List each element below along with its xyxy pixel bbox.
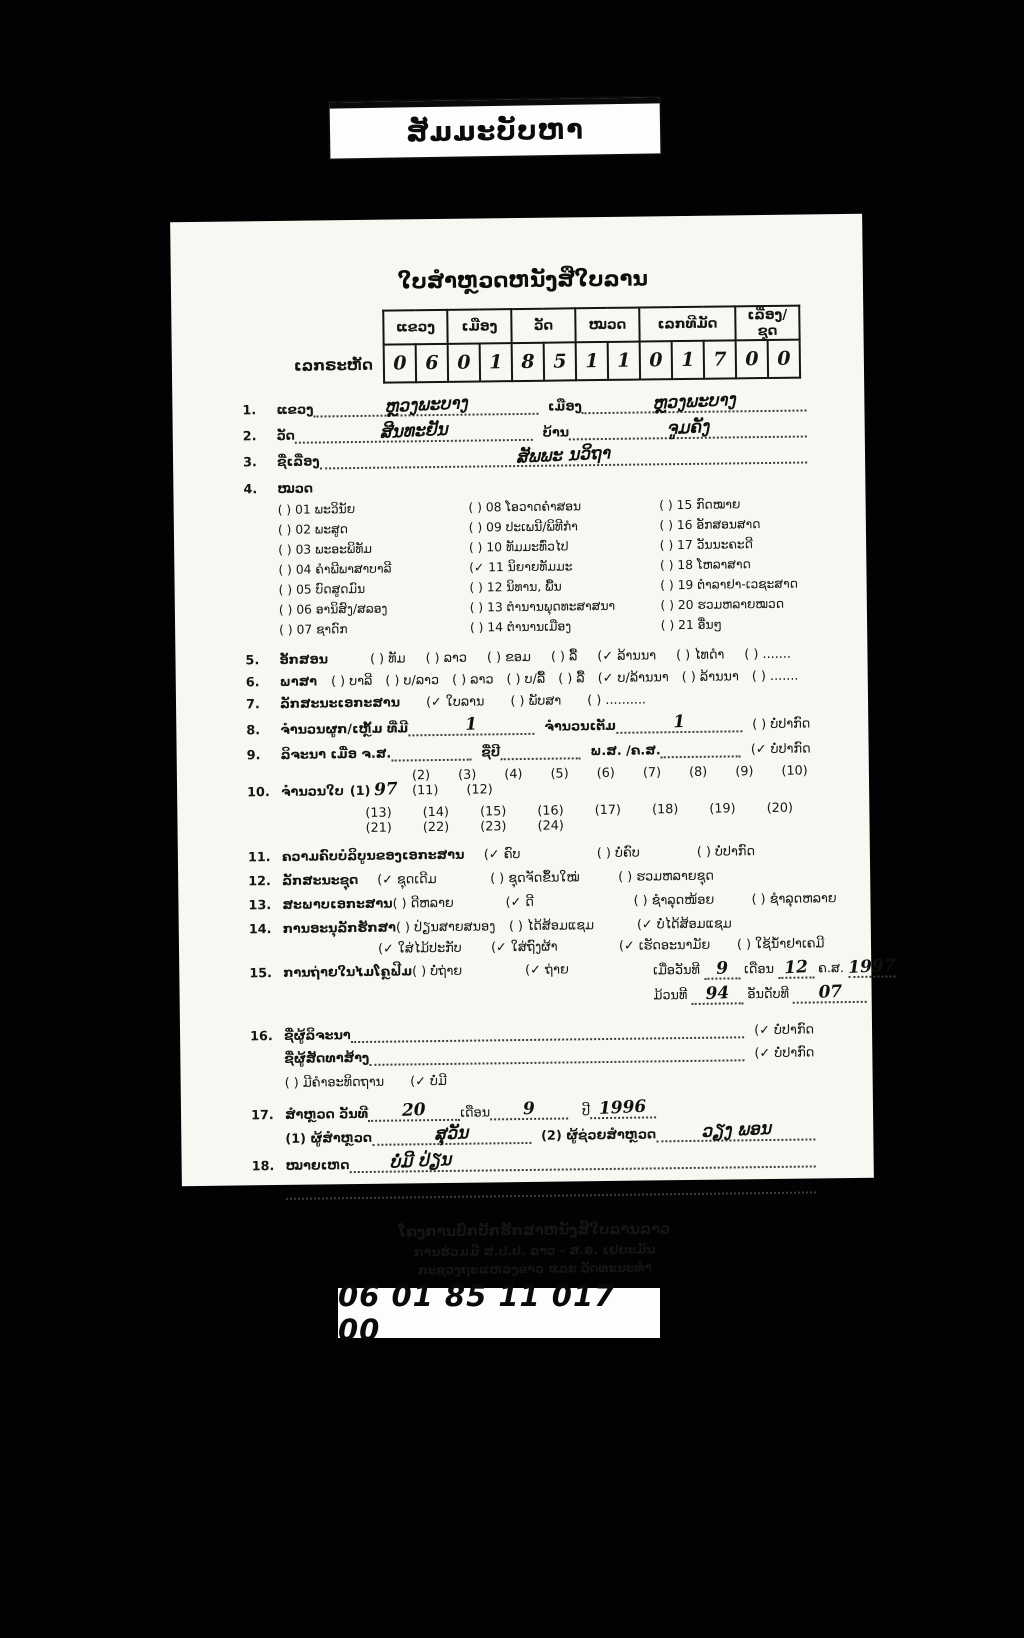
item-number: 4. — [243, 482, 258, 498]
reel-field — [691, 985, 743, 1005]
spacer — [283, 957, 378, 958]
item-number: 10. — [247, 785, 270, 801]
bottom-code: 06 01 85 11 017 00 — [338, 1279, 616, 1347]
village-value: ຈູມຄັງ — [666, 416, 710, 439]
field-preservation-row2 — [283, 936, 825, 957]
condition-label: ສະພາບເອກະສານ — [282, 896, 393, 913]
category-option: ( ) 04 ຄຳພີພາສາບາລີ — [278, 561, 392, 577]
leaf-slots-row2: (13) (14) (15) (16) (17) (18) (19) (20) (21) (22) (23) (24) — [365, 800, 794, 836]
field-dedication — [285, 1069, 815, 1090]
field-author-name — [250, 1019, 814, 1044]
survey-month-field — [490, 1100, 568, 1120]
dedication-option: ( ) ມີຄຳອະທິດຖານ — [284, 1074, 385, 1091]
category-option: ( ) 19 ຕຳລາຢາ-ເວຊະສາດ — [660, 576, 798, 593]
item-number: 2. — [242, 429, 257, 445]
district-value: ຫຼວງພະບາງ — [652, 389, 737, 414]
code-digit: 0 — [768, 340, 800, 378]
footer-program-name: ໂຄງການປົກປັກຮັກສາຫນັງສືໃບລານລາວ — [398, 1221, 671, 1241]
condition-option-checked: (✓ ດີ — [505, 894, 535, 911]
banner — [330, 97, 661, 158]
category-option: ( ) 06 ອານິສົງ/ສລອງ — [278, 601, 388, 617]
survey-year: 1996 — [598, 1096, 648, 1119]
written-era-field — [391, 743, 471, 762]
code-digit: 1 — [576, 342, 608, 380]
assistant-surveyor-field — [656, 1118, 815, 1143]
code-table-label: ເລກຣະຫັດ — [293, 355, 374, 375]
col-temple: ວັດ — [511, 308, 575, 343]
document-type-option: ( ) ພັບສາ — [510, 693, 562, 710]
form-paper — [170, 214, 896, 1278]
leaf-count-value: 97 — [373, 779, 399, 801]
language-option: ( ) ລາວ — [452, 672, 494, 688]
written-era-label: ລິຈະນາ ເມື່ອ ຈ.ສ. — [280, 746, 392, 763]
set-type-label: ລັກສະນະຊຸດ — [282, 873, 359, 889]
form-footer — [252, 1219, 817, 1279]
microfilm-day: 9 — [715, 958, 729, 979]
microfilm-year-field — [847, 955, 896, 978]
fascicle-have-label: ຈຳນວນຜູກ/ເຫຼັ້ມ ທີ່ມີ — [280, 721, 409, 738]
form-title: ໃບສໍາຫຼວດຫນັງສືໃບລານ — [397, 266, 649, 294]
banner-title: ສັມມະບັບຫາ — [405, 114, 585, 148]
field-sponsor-name — [284, 1042, 814, 1066]
assistant-surveyor-name: ວຽງ ພອນ — [700, 1118, 771, 1143]
category-option: ( ) 01 ພະວິນັຍ — [277, 502, 356, 517]
item-number: 16. — [250, 1029, 273, 1045]
microfilm-date-label: ເມື່ອວັນທີ — [653, 962, 701, 979]
item-number: 18. — [251, 1159, 275, 1175]
item-number: 15. — [249, 966, 273, 982]
microfilm-reel-row — [653, 983, 896, 1005]
preservation-option-checked: (✓ ເຮັດອະນາມັຍ — [618, 937, 711, 954]
field-script — [245, 646, 809, 668]
story-title-field — [319, 445, 807, 470]
category-section-label: ໝວດ — [277, 481, 314, 497]
field-set-type — [248, 867, 812, 889]
author-not-found-option-checked: (✓ ບໍ່ປາກົດ — [754, 1022, 815, 1039]
category-option: ( ) 07 ຊາດົກ — [279, 622, 348, 637]
survey-year-label: ປີ — [582, 1104, 591, 1120]
code-digit: 1 — [480, 343, 512, 381]
code-digit: 7 — [704, 340, 736, 378]
code-table-header-row — [383, 306, 799, 345]
author-name-field — [351, 1020, 745, 1043]
language-option: ( ) ລື້ — [558, 671, 585, 687]
item-number: 8. — [246, 723, 261, 739]
code-table-section — [293, 305, 806, 385]
order-number: 07 — [817, 981, 843, 1003]
col-bundle-number: ເລກທີມັດ — [639, 306, 735, 341]
script-option: ( ) ທັມ — [369, 651, 406, 667]
col-story-set: ເລື່ອງ/ຊຸດ — [735, 306, 799, 341]
remarks-value: ບໍ່ມີ ປ່ຽນ — [389, 1149, 452, 1173]
item-number: 12. — [248, 874, 271, 890]
footer-ministry: ກະຊວງຖະແຫລງຂ່າວ ແລະ ວັດທະນະທຳ — [417, 1260, 653, 1278]
field-document-type — [246, 690, 810, 712]
leaf-slots-row1: (2) (3) (4) (5) (6) (7) (8) (9) (10) (11) (12) — [411, 763, 808, 799]
temple-label: ວັດ — [276, 428, 296, 444]
buddhist-era-label: ພ.ສ. /ຄ.ສ. — [590, 743, 661, 760]
province-field — [313, 393, 538, 418]
survey-month-label: ເດືອນ — [460, 1105, 491, 1121]
language-option: ( ) ບາລີ — [330, 673, 373, 690]
category-option: ( ) 10 ທັມມະທົ່ວໄປ — [468, 539, 569, 555]
microfilm-month-field — [778, 959, 814, 978]
preservation-label: ການອະນຸລັກຮັກສາ — [282, 920, 397, 937]
microfilm-era-label: ຄ.ສ. — [818, 961, 845, 977]
microfilm-details — [653, 955, 896, 1011]
order-label: ອັນດັບທີ — [747, 986, 790, 1003]
set-type-option-checked: (✓ ຊຸດເດີມ — [377, 872, 437, 888]
preservation-option-checked: (✓ ບໍ່ໄດ້ສ້ອມແຊມ — [636, 916, 732, 933]
category-column-1 — [278, 501, 470, 643]
code-digit: 0 — [448, 343, 480, 381]
form-items — [242, 389, 896, 1201]
col-province: ແຂວງ — [383, 310, 447, 345]
assistant-surveyor-label: (2) ຜູ້ຊ່ວຍສຳຫຼວດ — [541, 1127, 657, 1144]
reel-label: ມ້ວນທີ — [653, 988, 688, 1004]
field-surveyors — [285, 1118, 815, 1147]
item-number: 9. — [246, 748, 261, 764]
story-title-value: ສັພພະ ນວິຖາ — [515, 443, 611, 468]
village-field — [569, 416, 807, 441]
footer-cooperation: ການຮ່ວມມື ສ.ປ.ປ. ລາວ - ສ.ຣ. ເຢຍະມັນ — [414, 1242, 656, 1260]
category-column-2 — [468, 498, 660, 640]
category-option: ( ) 21 ອື່ນໆ — [660, 617, 722, 633]
category-option: ( ) 16 ອັກສອນສາດ — [659, 517, 761, 533]
script-option-checked: (✓ ລ້ານນາ — [597, 648, 657, 665]
fascicle-not-found-option: ( ) ບໍ່ປາກົດ — [752, 716, 811, 733]
code-digit: 5 — [544, 342, 576, 380]
survey-year-field — [590, 1096, 656, 1119]
condition-option: ( ) ຊຳລຸດໜ້ອຍ — [633, 892, 715, 909]
category-option: ( ) 09 ປະເພນີ/ພິທີກຳ — [468, 519, 578, 535]
script-option: ( ) ຂອມ — [486, 649, 532, 666]
preservation-option-checked: (✓ ໃສ່ໄມ້ປະກັບ — [377, 940, 462, 957]
leaf-slot-1: (1) — [349, 783, 371, 800]
code-table-digit-row — [384, 340, 800, 383]
fascicle-full-label: ຈຳນວນເຕັມ — [544, 718, 616, 735]
microfilm-date-row — [653, 955, 896, 980]
category-option: ( ) 02 ພະສູດ — [277, 522, 349, 537]
category-option-checked: (✓ 11 ນິຍາຍທັມມະ — [469, 559, 573, 575]
document-type-option-checked: (✓ ໃບລານ — [425, 694, 485, 711]
temple-value: ສີນທະຢັນ — [379, 419, 449, 443]
preservation-option: ( ) ປ່ຽນສາຍສນອງ — [395, 919, 496, 936]
fascicle-full-field — [616, 713, 743, 734]
sponsor-name-field — [369, 1043, 744, 1066]
category-option: ( ) 18 ໂຫລາສາດ — [659, 557, 751, 573]
item-number: 6. — [245, 675, 260, 691]
completeness-option: ( ) ບໍ່ປາກົດ — [696, 844, 756, 860]
field-remarks — [252, 1148, 816, 1174]
district-field — [582, 389, 807, 415]
district-label: ເມືອງ — [547, 399, 582, 415]
code-digit: 1 — [608, 342, 640, 380]
language-option: ( ) ....... — [751, 668, 799, 685]
field-date-written — [247, 738, 811, 763]
field-temple-village — [242, 416, 807, 445]
remarks-field-line2 — [286, 1176, 816, 1199]
completeness-label: ຄວາມຄົບບໍລິບູນຂອງເອກະສານ — [281, 847, 465, 865]
sponsor-not-found-option-checked: (✓ ບໍ່ປາກົດ — [754, 1045, 815, 1062]
item-number: 1. — [242, 403, 257, 419]
category-option: ( ) 17 ວັນນະຄະດີ — [659, 537, 753, 553]
item-number: 11. — [247, 850, 271, 866]
set-type-option: ( ) ຊຸດຈັດຂຶ້ນໃໝ່ — [490, 870, 580, 887]
condition-option: ( ) ດີຫລາຍ — [392, 895, 454, 912]
surveyor-label: (1) ຜູ້ສຳຫຼວດ — [285, 1130, 373, 1147]
microfilm-month-label: ເດືອນ — [743, 961, 775, 978]
category-option: ( ) 03 ພະອະພິທັມ — [278, 541, 373, 557]
surveyor-name: ສຸວັນ — [434, 1123, 469, 1145]
written-not-found-option-checked: (✓ ບໍ່ປາກົດ — [750, 741, 811, 758]
script-option: ( ) ລື້ — [550, 649, 578, 665]
condition-option: ( ) ຊຳລຸດຫລາຍ — [751, 891, 837, 908]
preservation-option: ( ) ໄດ້ສ້ອມແຊມ — [508, 918, 595, 935]
code-digit: 0 — [736, 340, 768, 378]
field-condition — [248, 891, 837, 914]
preservation-option-checked: (✓ ໃສ່ຖົງຜ້າ — [490, 939, 558, 956]
item-number: 3. — [242, 455, 257, 471]
village-label: ບ້ານ — [542, 425, 570, 441]
story-title-label: ຊື່ເລື່ອງ — [276, 454, 320, 470]
script-label: ອັກສອນ — [279, 652, 329, 668]
sponsor-name-label: ຊື່ຜູ້ສັດທາສ້າງ — [284, 1050, 370, 1067]
item-number: 7. — [245, 697, 260, 713]
microfilm-day-field — [704, 960, 740, 979]
code-digit: 0 — [384, 344, 416, 382]
script-option: ( ) ລາວ — [425, 650, 468, 667]
language-option: ( ) ບ/ລື້ — [506, 671, 546, 688]
form-content — [170, 214, 896, 1280]
field-fascicle-count — [246, 712, 810, 738]
code-table — [382, 305, 801, 384]
category-option: ( ) 15 ກົດໝາຍ — [659, 497, 741, 513]
dedication-option-checked: (✓ ບໍ່ມີ — [410, 1073, 448, 1090]
completeness-option-checked: (✓ ຄົບ — [483, 847, 521, 863]
document-type-label: ລັກສະນະເອກະສານ — [279, 695, 401, 712]
survey-month: 9 — [522, 1098, 536, 1120]
code-digit: 0 — [640, 341, 672, 379]
language-option: ( ) ລ້ານນາ — [681, 669, 739, 686]
field-leaf-count — [247, 763, 811, 800]
preservation-option: ( ) ໃຊ້ນ້ຳຢາເຄມີ — [736, 936, 825, 953]
item-number: 5. — [245, 653, 260, 669]
fascicle-full-value: 1 — [672, 711, 686, 733]
language-option: ( ) ບ/ລາວ — [385, 673, 440, 689]
category-checklist — [278, 496, 810, 642]
remarks-field — [349, 1148, 815, 1173]
province-value: ຫຼວງພະບາງ — [383, 393, 468, 418]
surveyor-field — [372, 1125, 531, 1146]
code-digit: 1 — [672, 341, 704, 379]
category-option: ( ) 20 ຮວມຫລາຍໝວດ — [660, 596, 785, 613]
author-name-label: ຊື່ຜູ້ລິຈະນາ — [284, 1028, 351, 1044]
col-district: ເມືອງ — [447, 309, 511, 344]
microfilm-option: ( ) ບໍ່ຖ່າຍ — [412, 963, 463, 980]
script-option: ( ) ....... — [744, 646, 792, 663]
province-label: ແຂວງ — [276, 402, 314, 418]
reel-number: 94 — [705, 983, 730, 1005]
microfilm-label: ການຖ່າຍໃນໄມໂຄຼຟີມ — [283, 964, 413, 981]
item-number: 14. — [248, 922, 272, 938]
category-option: ( ) 05 ບົດສູດມົນ — [278, 581, 366, 597]
document-type-option: ( ) .......... — [587, 692, 647, 709]
field-survey-date — [251, 1097, 815, 1123]
microfilm-option-checked: (✓ ຖ່າຍ — [525, 962, 569, 978]
code-digit: 8 — [512, 343, 544, 381]
order-field — [793, 981, 867, 1004]
bottom-code-box — [338, 1279, 660, 1347]
field-province-district — [242, 389, 806, 419]
buddhist-era-field — [661, 739, 741, 758]
item-number: 17. — [250, 1108, 274, 1124]
survey-day: 20 — [401, 1099, 427, 1121]
field-language — [246, 668, 810, 690]
category-column-3 — [659, 496, 809, 638]
year-name-field — [500, 741, 580, 760]
category-option: ( ) 13 ຕຳນານພຸດທະສາສນາ — [469, 598, 616, 615]
section-category-header — [243, 475, 807, 497]
temple-field — [295, 419, 533, 444]
item-number: 13. — [248, 898, 272, 914]
year-name-label: ຊື່ປີ — [481, 745, 501, 761]
language-option-checked: (✓ ບ/ລ້ານນາ — [597, 670, 669, 687]
survey-date-label: ສຳຫຼວດ ວັນທີ — [284, 1106, 369, 1123]
microfilm-year: 1997 — [847, 955, 896, 978]
field-completeness — [248, 843, 812, 865]
category-option: ( ) 14 ຕຳນານເມືອງ — [469, 619, 572, 635]
fascicle-have-value: 1 — [464, 714, 478, 735]
category-option: ( ) 12 ນິທານ, ພື້ນ — [469, 579, 562, 595]
survey-day-field — [368, 1099, 460, 1122]
code-digit: 6 — [416, 344, 448, 382]
col-category: ໝວດ — [575, 308, 639, 343]
remarks-label: ໝາຍເຫດ — [285, 1158, 350, 1174]
fascicle-have-field — [408, 716, 535, 737]
language-label: ພາສາ — [279, 674, 318, 690]
field-preservation — [249, 915, 813, 937]
set-type-option: ( ) ຮວມຫລາຍຊຸດ — [618, 868, 715, 885]
microfilm-month: 12 — [783, 957, 809, 979]
completeness-option: ( ) ບໍ່ຄົບ — [596, 845, 640, 862]
field-story-title — [243, 445, 807, 471]
leaf-count-label: ຈຳນວນໃບ — [281, 784, 344, 800]
script-option: ( ) ໄທດຳ — [676, 647, 725, 664]
category-option: ( ) 08 ໂອວາດຄຳສອນ — [468, 499, 582, 515]
field-microfilm — [249, 955, 896, 1016]
